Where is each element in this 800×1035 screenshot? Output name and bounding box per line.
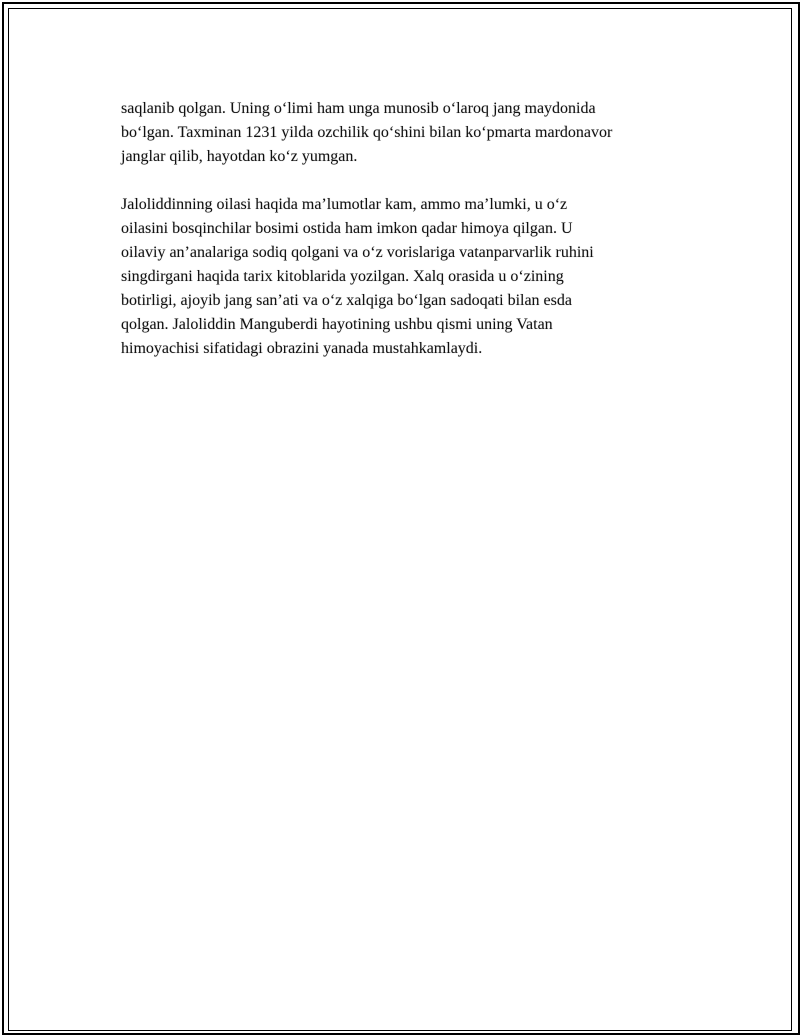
text-line: singdirgani haqida tarix kitoblarida yozilgan. Xalq orasida u oʻzining (121, 268, 564, 285)
document-page (2, 2, 800, 1035)
paragraph-death (121, 97, 701, 169)
text-line: qolgan. Jaloliddin Manguberdi hayotining ushbu qismi uning Vatan (121, 316, 553, 333)
text-line: oilasini bosqinchilar bosimi ostida ham imkon qadar himoya qilgan. U (121, 220, 573, 237)
text-line: boʻlgan. Taxminan 1231 yilda ozchilik qoʻshini bilan koʻpmarta mardonavor (121, 124, 613, 141)
text-line: oilaviy anʼanalariga sodiq qolgani va oʻz vorislariga vatanparvarlik ruhini (121, 244, 594, 261)
text-line: Jaloliddinning oilasi haqida maʼlumotlar kam, ammo maʼlumki, u oʻz (121, 196, 568, 213)
paragraph-family (121, 193, 701, 361)
text-line: botirligi, ajoyib jang sanʼati va oʻz xalqiga boʻlgan sadoqati bilan esda (121, 292, 572, 309)
text-line: janglar qilib, hayotdan koʻz yumgan. (121, 148, 358, 165)
document-body (121, 97, 701, 385)
text-line: saqlanib qolgan. Uning oʻlimi ham unga munosib oʻlaroq jang maydonida (121, 100, 596, 117)
text-line: himoyachisi sifatidagi obrazini yanada mustahkamlaydi. (121, 340, 483, 357)
